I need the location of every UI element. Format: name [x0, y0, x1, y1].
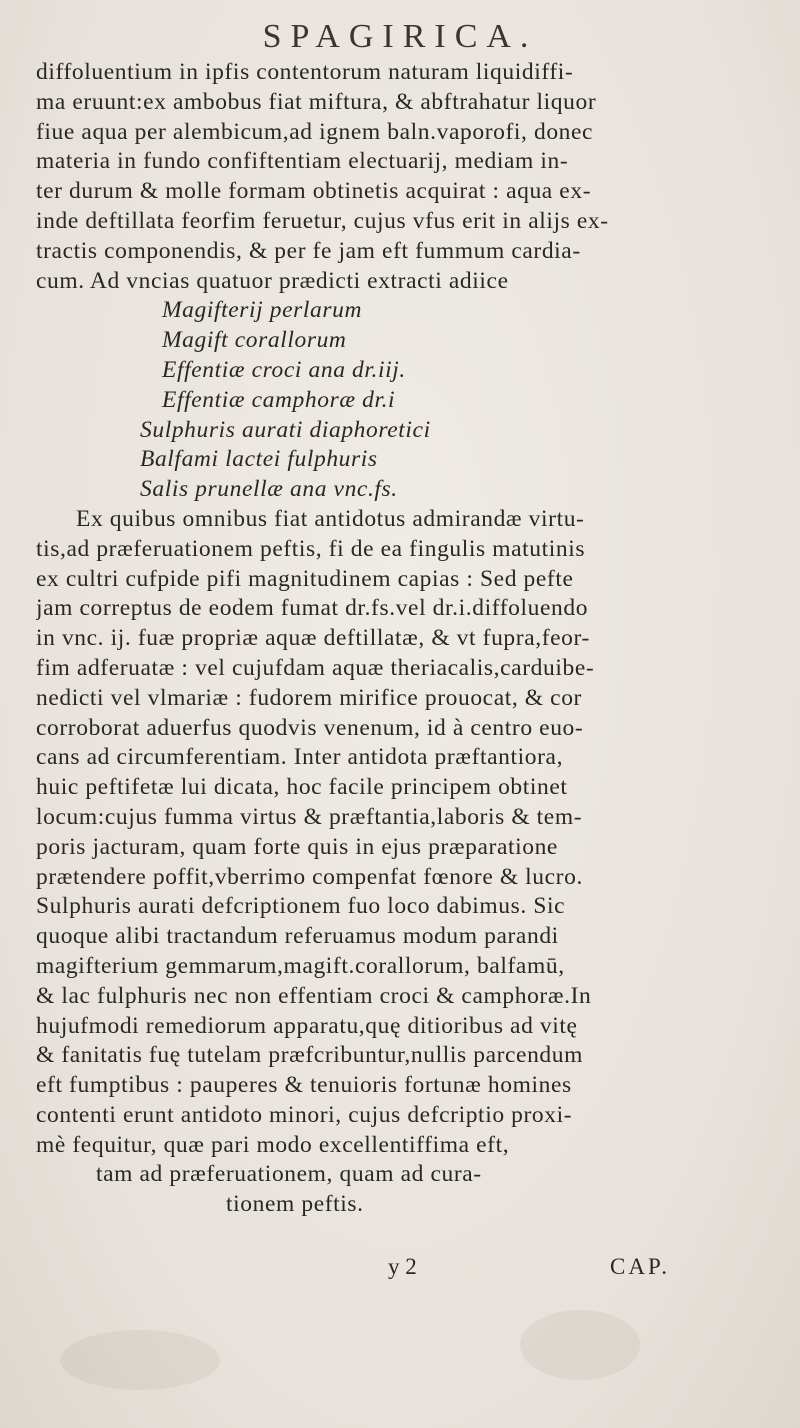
text-line: materia in fundo confiftentiam electuarij, mediam in- [36, 148, 569, 175]
text-line: & lac fulphuris nec non effentiam croci & camphoræ.In [36, 982, 592, 1009]
text-line: in vnc. ij. fuæ propriæ aquæ deftillatæ, & vt fupra,feor- [36, 625, 590, 652]
signature-mark: y 2 [388, 1254, 417, 1279]
ingredient-item: Effentiæ camphoræ dr.i [162, 386, 396, 413]
ingredient-item: Effentiæ croci ana dr.iij. [162, 356, 406, 383]
text-line: hujufmodi remediorum apparatu,quę ditioribus ad vitę [36, 1012, 578, 1039]
text-line: diffoluentium in ipfis contentorum naturam liquidiffi- [36, 59, 574, 85]
paragraph-preparation [36, 58, 771, 296]
text-line: tis,ad præferuationem peftis, fi de ea fingulis matutinis [36, 535, 586, 562]
text-line: prætendere poffit,vberrimo compenfat fœnore & lucro. [36, 863, 583, 890]
text-line: inde deftillata feorfim feruetur, cujus vfus erit in alijs ex- [36, 207, 609, 234]
text-line: tionem peftis. [226, 1191, 364, 1218]
ingredient-item: Magift corallorum [162, 327, 347, 354]
text-line: huic peftifetæ lui dicata, hoc facile principem obtinet [36, 774, 568, 801]
ingredient-item: Magifterij perlarum [162, 297, 363, 324]
ingredient-item: Balfami lactei fulphuris [140, 446, 378, 473]
text-line: nedicti vel vlmariæ : fudorem mirifice prouocat, & cor [36, 684, 582, 711]
text-line: Ex quibus omnibus fiat antidotus admirandæ virtu- [76, 505, 585, 532]
text-line: tractis componendis, & per fe jam eft fummum cardia- [36, 237, 581, 264]
text-line: eft fumptibus : pauperes & tenuioris fortunæ homines [36, 1072, 572, 1099]
text-line: fiue aqua per alembicum,ad ignem baln.vaporofi, donec [36, 118, 594, 145]
text-line: corroborat aduerfus quodvis venenum, id à centro euo- [36, 714, 584, 741]
running-header: SPAGIRICA. [262, 18, 538, 55]
main-text [36, 58, 771, 1220]
text-line: jam correptus de eodem fumat dr.fs.vel dr.i.diffoluendo [36, 595, 589, 622]
text-line: & fanitatis fuę tutelam præfcribuntur,nullis parcendum [36, 1042, 584, 1069]
text-line: locum:cujus fumma virtus & præftantia,laboris & tem- [36, 803, 583, 830]
text-line: magifterium gemmarum,magift.corallorum, balfamū, [36, 952, 565, 979]
text-line: Sulphuris aurati defcriptionem fuo loco dabimus. Sic [36, 893, 566, 920]
text-line: mè fequitur, quæ pari modo excellentiffima eft, [36, 1131, 510, 1158]
catchword: CAP. [610, 1254, 670, 1279]
text-line: ter durum & molle formam obtinetis acquirat : aqua ex- [36, 178, 592, 205]
paper-stain [60, 1330, 220, 1390]
paper-stain [520, 1310, 640, 1380]
paragraph-usage [36, 505, 771, 1220]
ingredient-list [36, 296, 771, 505]
ingredient-item: Sulphuris aurati diaphoretici [140, 416, 431, 443]
text-line: ex cultri cufpide pifi magnitudinem capias : Sed pefte [36, 565, 574, 592]
text-line: contenti erunt antidoto minori, cujus defcriptio proxi- [36, 1101, 573, 1128]
text-line: ma eruunt:ex ambobus fiat miftura, & abftrahatur liquor [36, 88, 597, 115]
text-line: quoque alibi tractandum referuamus modum parandi [36, 923, 559, 950]
text-line: cans ad circumferentiam. Inter antidota præftantiora, [36, 744, 564, 771]
text-line: fim adferuatæ : vel cujufdam aquæ theriacalis,carduibe- [36, 654, 595, 681]
page-footer [0, 1254, 800, 1286]
text-line: tam ad præferuationem, quam ad cura- [96, 1161, 482, 1188]
ingredient-item: Salis prunellæ ana vnc.fs. [140, 476, 398, 503]
text-line: cum. Ad vncias quatuor prædicti extracti adiice [36, 267, 509, 294]
text-line: poris jacturam, quam forte quis in ejus præparatione [36, 833, 558, 860]
